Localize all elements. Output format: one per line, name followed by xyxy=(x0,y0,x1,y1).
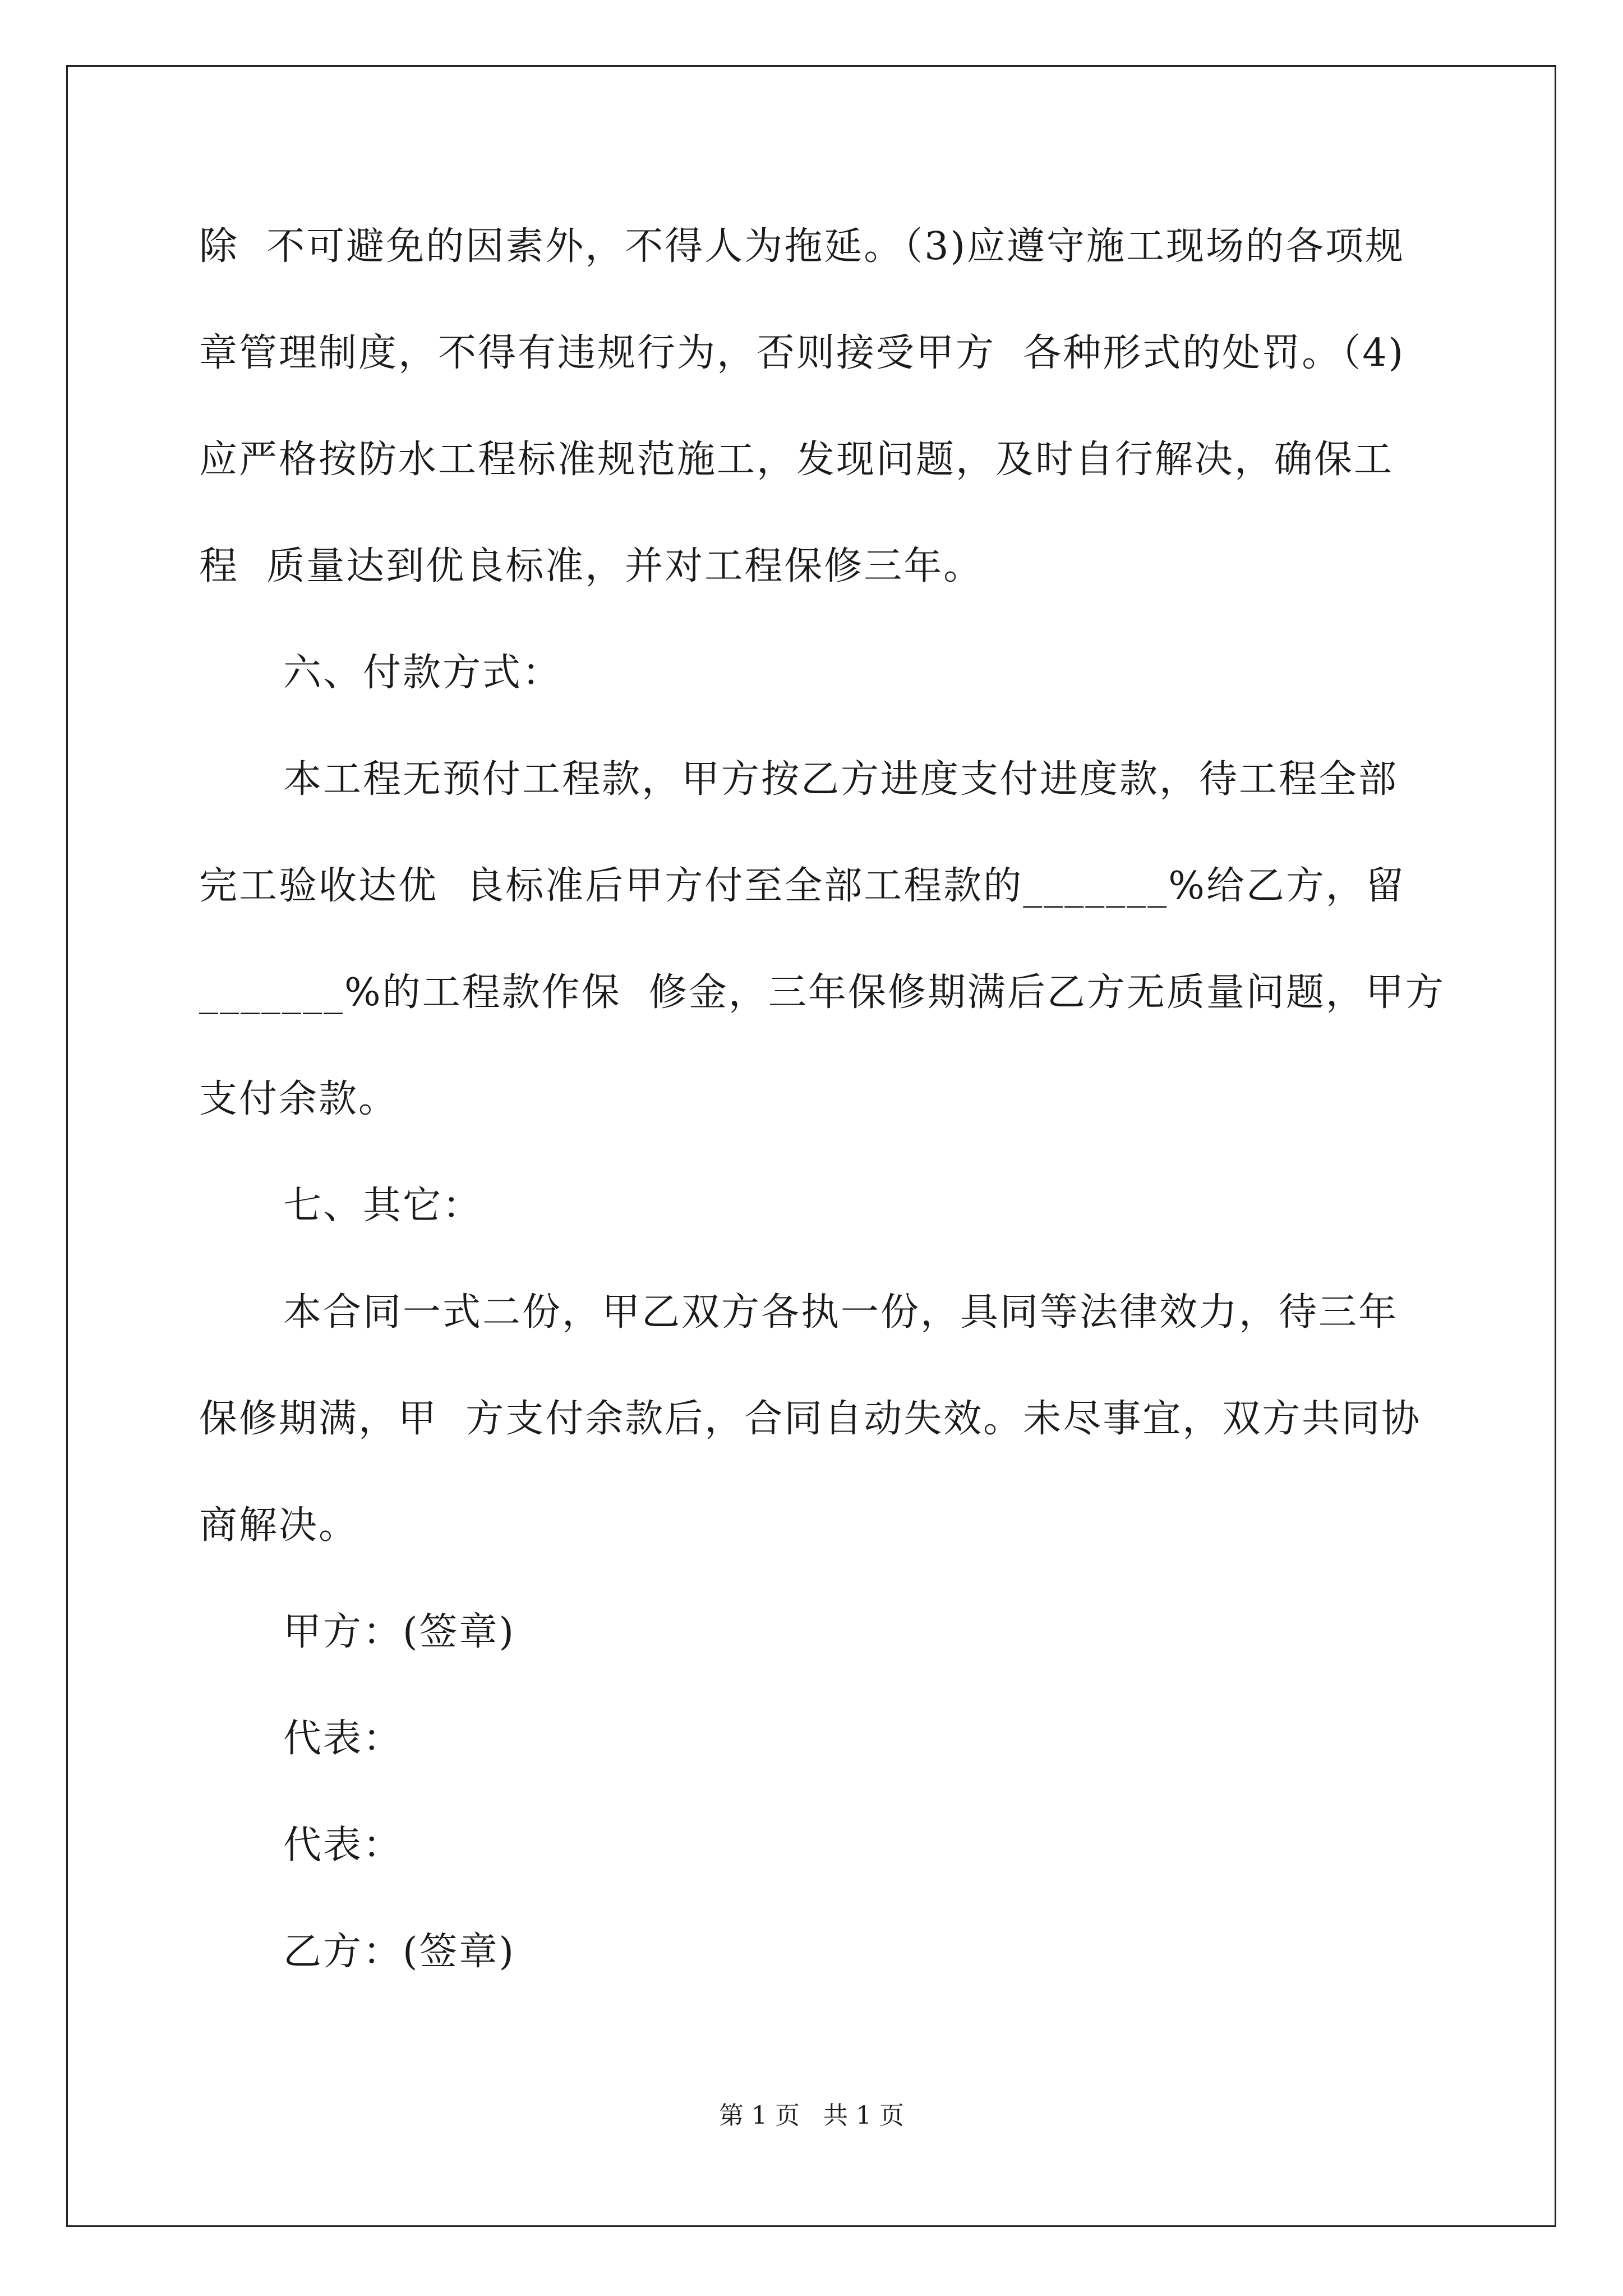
para1-line-2: 章管理制度，不得有违规行为，否则接受甲方 各种形式的处罚。（4) xyxy=(199,331,1405,375)
para2-line-4: 支付余款。 xyxy=(199,1077,399,1121)
para2-line-1: 本工程无预付工程款，甲方按乙方进度支付进度款，待工程全部 xyxy=(283,757,1399,802)
para1-line-1: 除 不可避免的因素外，不得人为拖延。（3)应遵守施工现场的各项规 xyxy=(199,224,1405,269)
page-number: 第 1 页 共 1 页 xyxy=(719,2101,904,2130)
para2-line-3: _______%的工程款作保 修金，三年保修期满后乙方无质量问题，甲方 xyxy=(199,970,1445,1015)
page-frame xyxy=(66,65,1556,2227)
para3-line-1: 本合同一式二份，甲乙双方各执一份，具同等法律效力，待三年 xyxy=(283,1290,1399,1335)
party-b-signature: 乙方：(签章) xyxy=(283,1930,516,1974)
heading-payment: 六、付款方式： xyxy=(283,651,562,695)
representative-1: 代表： xyxy=(283,1717,403,1761)
heading-other: 七、其它： xyxy=(283,1184,483,1228)
para1-line-4: 程 质量达到优良标准，并对工程保修三年。 xyxy=(199,544,984,588)
party-a-signature: 甲方：(签章) xyxy=(283,1610,516,1654)
representative-2: 代表： xyxy=(283,1823,403,1867)
para1-line-3: 应严格按防水工程标准规范施工，发现问题，及时自行解决，确保工 xyxy=(199,438,1394,482)
para3-line-3: 商解决。 xyxy=(199,1503,359,1548)
para2-line-2: 完工验收达优 良标准后甲方付至全部工程款的_______%给乙方，留 xyxy=(199,864,1405,908)
para3-line-2: 保修期满，甲 方支付余款后，合同自动失效。未尽事宜，双方共同协 xyxy=(199,1397,1422,1441)
